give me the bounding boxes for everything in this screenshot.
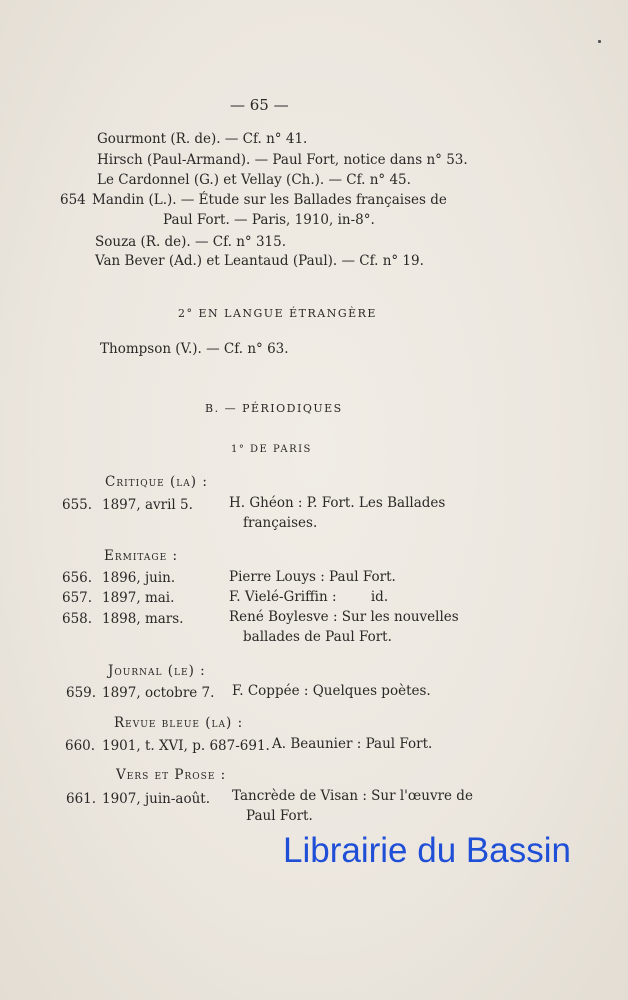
page-number: — 65 —	[230, 96, 289, 114]
entry-text: A. Beaunier : Paul Fort.	[272, 736, 433, 752]
entry-date: 1901, t. XVI, p. 687-691.	[102, 738, 270, 754]
entry-date: 1907, juin-août.	[102, 791, 210, 807]
author-entry: Gourmont (R. de). — Cf. n° 41.	[97, 131, 308, 147]
entry-date: 1897, octobre 7.	[102, 685, 215, 701]
entry-number: 655.	[62, 497, 93, 513]
entry-text: F. Vielé-Griffin : id.	[229, 589, 389, 605]
entry-date: 1896, juin.	[102, 570, 176, 586]
subheading-paris: 1° DE PARIS	[231, 444, 312, 455]
watermark-text: Librairie du Bassin	[283, 831, 571, 870]
journal-title: Revue bleue (la) :	[114, 715, 244, 731]
section-heading-foreign: 2° EN LANGUE ÉTRANGÈRE	[178, 307, 377, 320]
entry-number: 656.	[62, 570, 93, 586]
entry-number: 661.	[66, 791, 97, 807]
author-entry: Souza (R. de). — Cf. n° 315.	[95, 234, 287, 250]
journal-title: Vers et Prose :	[116, 767, 227, 783]
journal-title: Critique (la) :	[105, 474, 208, 490]
entry-text-continuation: françaises.	[243, 515, 318, 531]
author-entry: Mandin (L.). — Étude sur les Ballades françaises de	[92, 192, 447, 208]
entry-number: 654	[60, 192, 86, 208]
author-entry: Van Bever (Ad.) et Leantaud (Paul). — Cf. n° 19.	[95, 253, 424, 269]
entry-number: 660.	[65, 738, 96, 754]
entry-text-continuation: ballades de Paul Fort.	[243, 629, 392, 645]
entry-number: 657.	[62, 590, 93, 606]
entry-text: René Boylesve : Sur les nouvelles	[229, 609, 459, 625]
entry-text: F. Coppée : Quelques poètes.	[232, 683, 431, 699]
foreign-entry: Thompson (V.). — Cf. n° 63.	[100, 341, 289, 357]
section-heading-periodiques: B. — PÉRIODIQUES	[205, 402, 343, 415]
entry-number: 659.	[66, 685, 97, 701]
paper-speck	[598, 40, 601, 43]
entry-date: 1898, mars.	[102, 611, 184, 627]
entry-text: Pierre Louys : Paul Fort.	[229, 569, 396, 585]
author-entry: Le Cardonnel (G.) et Vellay (Ch.). — Cf. n° 45.	[97, 172, 411, 188]
journal-title: Journal (le) :	[108, 663, 206, 679]
entry-date: 1897, mai.	[102, 590, 175, 606]
author-entry-continuation: Paul Fort. — Paris, 1910, in-8°.	[163, 212, 375, 228]
entry-text: H. Ghéon : P. Fort. Les Ballades	[229, 495, 446, 511]
entry-text: Tancrède de Visan : Sur l'œuvre de	[232, 788, 473, 804]
journal-title: Ermitage :	[104, 548, 179, 564]
entry-number: 658.	[62, 611, 93, 627]
entry-text-continuation: Paul Fort.	[246, 808, 313, 824]
author-entry: Hirsch (Paul-Armand). — Paul Fort, notice dans n° 53.	[97, 152, 468, 168]
entry-date: 1897, avril 5.	[102, 497, 193, 513]
